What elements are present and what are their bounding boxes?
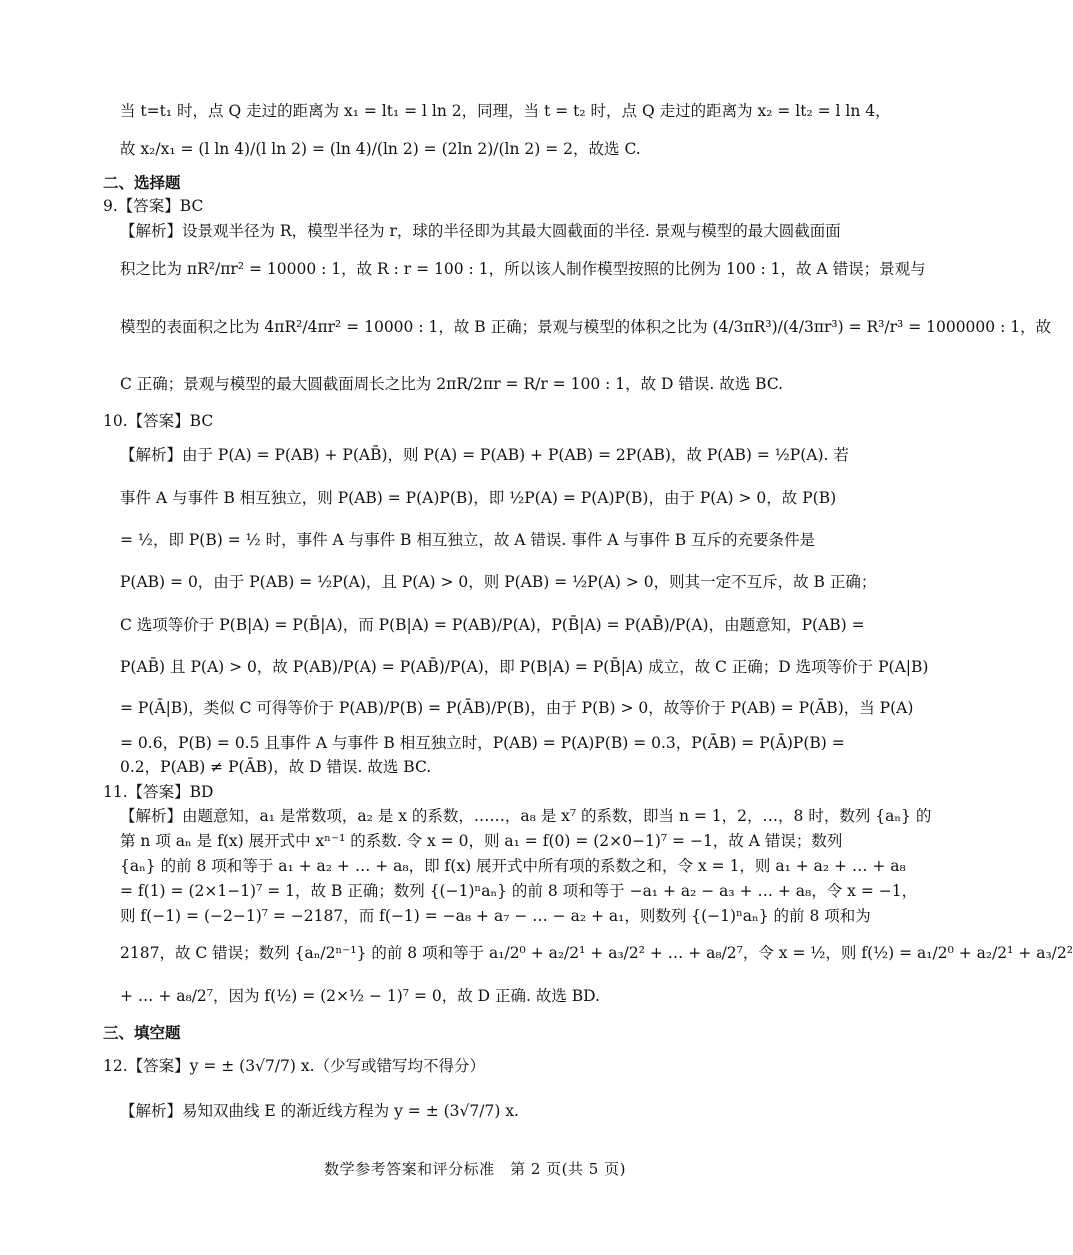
text-line: 2187，故 C 错误；数列 {aₙ/2ⁿ⁻¹} 的前 8 项和等于 a₁/2⁰ + a₂/2¹ + a₃/2² + … + a₈/2⁷，令 x = ½，则 f(½) = a₁/2⁰ + a₂/2¹ + a₃/2² [120, 944, 1073, 962]
text-line: = 0.6，P(B) = 0.5 且事件 A 与事件 B 相互独立时，P(AB) = P(A)P(B) = 0.3，P(ĀB) = P(Ā)P(B) = [120, 734, 845, 752]
text-line: P(AB) = 0，由于 P(AB) = ½P(A)，且 P(A) > 0，则 P(AB) = ½P(A) > 0，则其一定不互斥，故 B 正确； [120, 573, 877, 591]
section-heading: 二、选择题 [103, 173, 181, 192]
text-line: 【解析】由于 P(A) = P(AB) + P(AB̄)，则 P(A) = P(AB) + P(AB) = 2P(AB)，故 P(AB) = ½P(A). 若 [120, 446, 849, 464]
text-line: 0.2，P(AB) ≠ P(ĀB)，故 D 错误. 故选 BC. [120, 758, 432, 776]
text-line: = P(Ā|B)，类似 C 可得等价于 P(AB)/P(B) = P(ĀB)/P(B)，由于 P(B) > 0，故等价于 P(AB) = P(ĀB)，当 P(A) [120, 699, 914, 717]
question-answer: 9.【答案】BC [103, 197, 204, 215]
text-line: 第 n 项 aₙ 是 f(x) 展开式中 xⁿ⁻¹ 的系数. 令 x = 0，则 a₁ = f(0) = (2×0−1)⁷ = −1，故 A 错误；数列 [120, 832, 843, 850]
text-line: C 正确；景观与模型的最大圆截面周长之比为 2πR/2πr = R/r = 100 : 1，故 D 错误. 故选 BC. [120, 375, 784, 393]
question-answer: 12.【答案】y = ± (3√7/7) x.（少写或错写均不得分） [103, 1057, 486, 1075]
text-line: 积之比为 πR²/πr² = 10000 : 1，故 R : r = 100 : 1，所以该人制作模型按照的比例为 100 : 1，故 A 错误；景观与 [120, 260, 926, 278]
text-line: = f(1) = (2×1−1)⁷ = 1，故 B 正确；数列 {(−1)ⁿaₙ} 的前 8 项和等于 −a₁ + a₂ − a₃ + … + a₈，令 x = −1， [120, 882, 918, 900]
text-line: C 选项等价于 P(B|A) = P(B̄|A)，而 P(B|A) = P(AB)/P(A)，P(B̄|A) = P(AB̄)/P(A)，由题意知，P(AB) = [120, 616, 865, 634]
text-line: 模型的表面积之比为 4πR²/4πr² = 10000 : 1，故 B 正确；景观与模型的体积之比为 (4/3πR³)/(4/3πr³) = R³/r³ = 1000000 : 1，故 [120, 318, 1052, 336]
question-answer: 11.【答案】BD [103, 783, 214, 801]
text-line: + … + a₈/2⁷，因为 f(½) = (2×½ − 1)⁷ = 0，故 D 正确. 故选 BD. [120, 987, 600, 1005]
text-line: 则 f(−1) = (−2−1)⁷ = −2187，而 f(−1) = −a₈ + a₇ − … − a₂ + a₁，则数列 {(−1)ⁿaₙ} 的前 8 项和为 [120, 907, 871, 925]
question-answer: 10.【答案】BC [103, 412, 214, 430]
text-line: 【解析】设景观半径为 R，模型半径为 r，球的半径即为其最大圆截面的半径. 景观与模型的最大圆截面面 [120, 222, 841, 240]
section-heading: 三、填空题 [103, 1023, 181, 1042]
text-line: 故 x₂/x₁ = (l ln 4)/(l ln 2) = (ln 4)/(ln 2) = (2ln 2)/(ln 2) = 2，故选 C. [120, 140, 641, 158]
text-line: 【解析】易知双曲线 E 的渐近线方程为 y = ± (3√7/7) x. [120, 1102, 519, 1120]
text-line: 【解析】由题意知，a₁ 是常数项，a₂ 是 x 的系数，……，a₈ 是 x⁷ 的系数，即当 n = 1，2，…，8 时，数列 {aₙ} 的 [120, 807, 932, 825]
text-line: 事件 A 与事件 B 相互独立，则 P(AB) = P(A)P(B)，即 ½P(A) = P(A)P(B)，由于 P(A) > 0，故 P(B) [120, 489, 837, 507]
text-line: {aₙ} 的前 8 项和等于 a₁ + a₂ + … + a₈，即 f(x) 展开式中所有项的系数之和，令 x = 1，则 a₁ + a₂ + … + a₈ [120, 857, 906, 875]
page-footer: 数学参考答案和评分标准 第 2 页(共 5 页) [324, 1160, 626, 1178]
text-line: = ½，即 P(B) = ½ 时，事件 A 与事件 B 相互独立，故 A 错误. 事件 A 与事件 B 互斥的充要条件是 [120, 531, 816, 549]
text-line: 当 t=t₁ 时，点 Q 走过的距离为 x₁ = lt₁ = l ln 2，同理，当 t = t₂ 时，点 Q 走过的距离为 x₂ = lt₂ = l ln 4， [120, 102, 891, 120]
text-line: P(AB̄) 且 P(A) > 0，故 P(AB)/P(A) = P(AB̄)/P(A)，即 P(B|A) = P(B̄|A) 成立，故 C 正确；D 选项等价于 P(A|B) [120, 658, 929, 676]
